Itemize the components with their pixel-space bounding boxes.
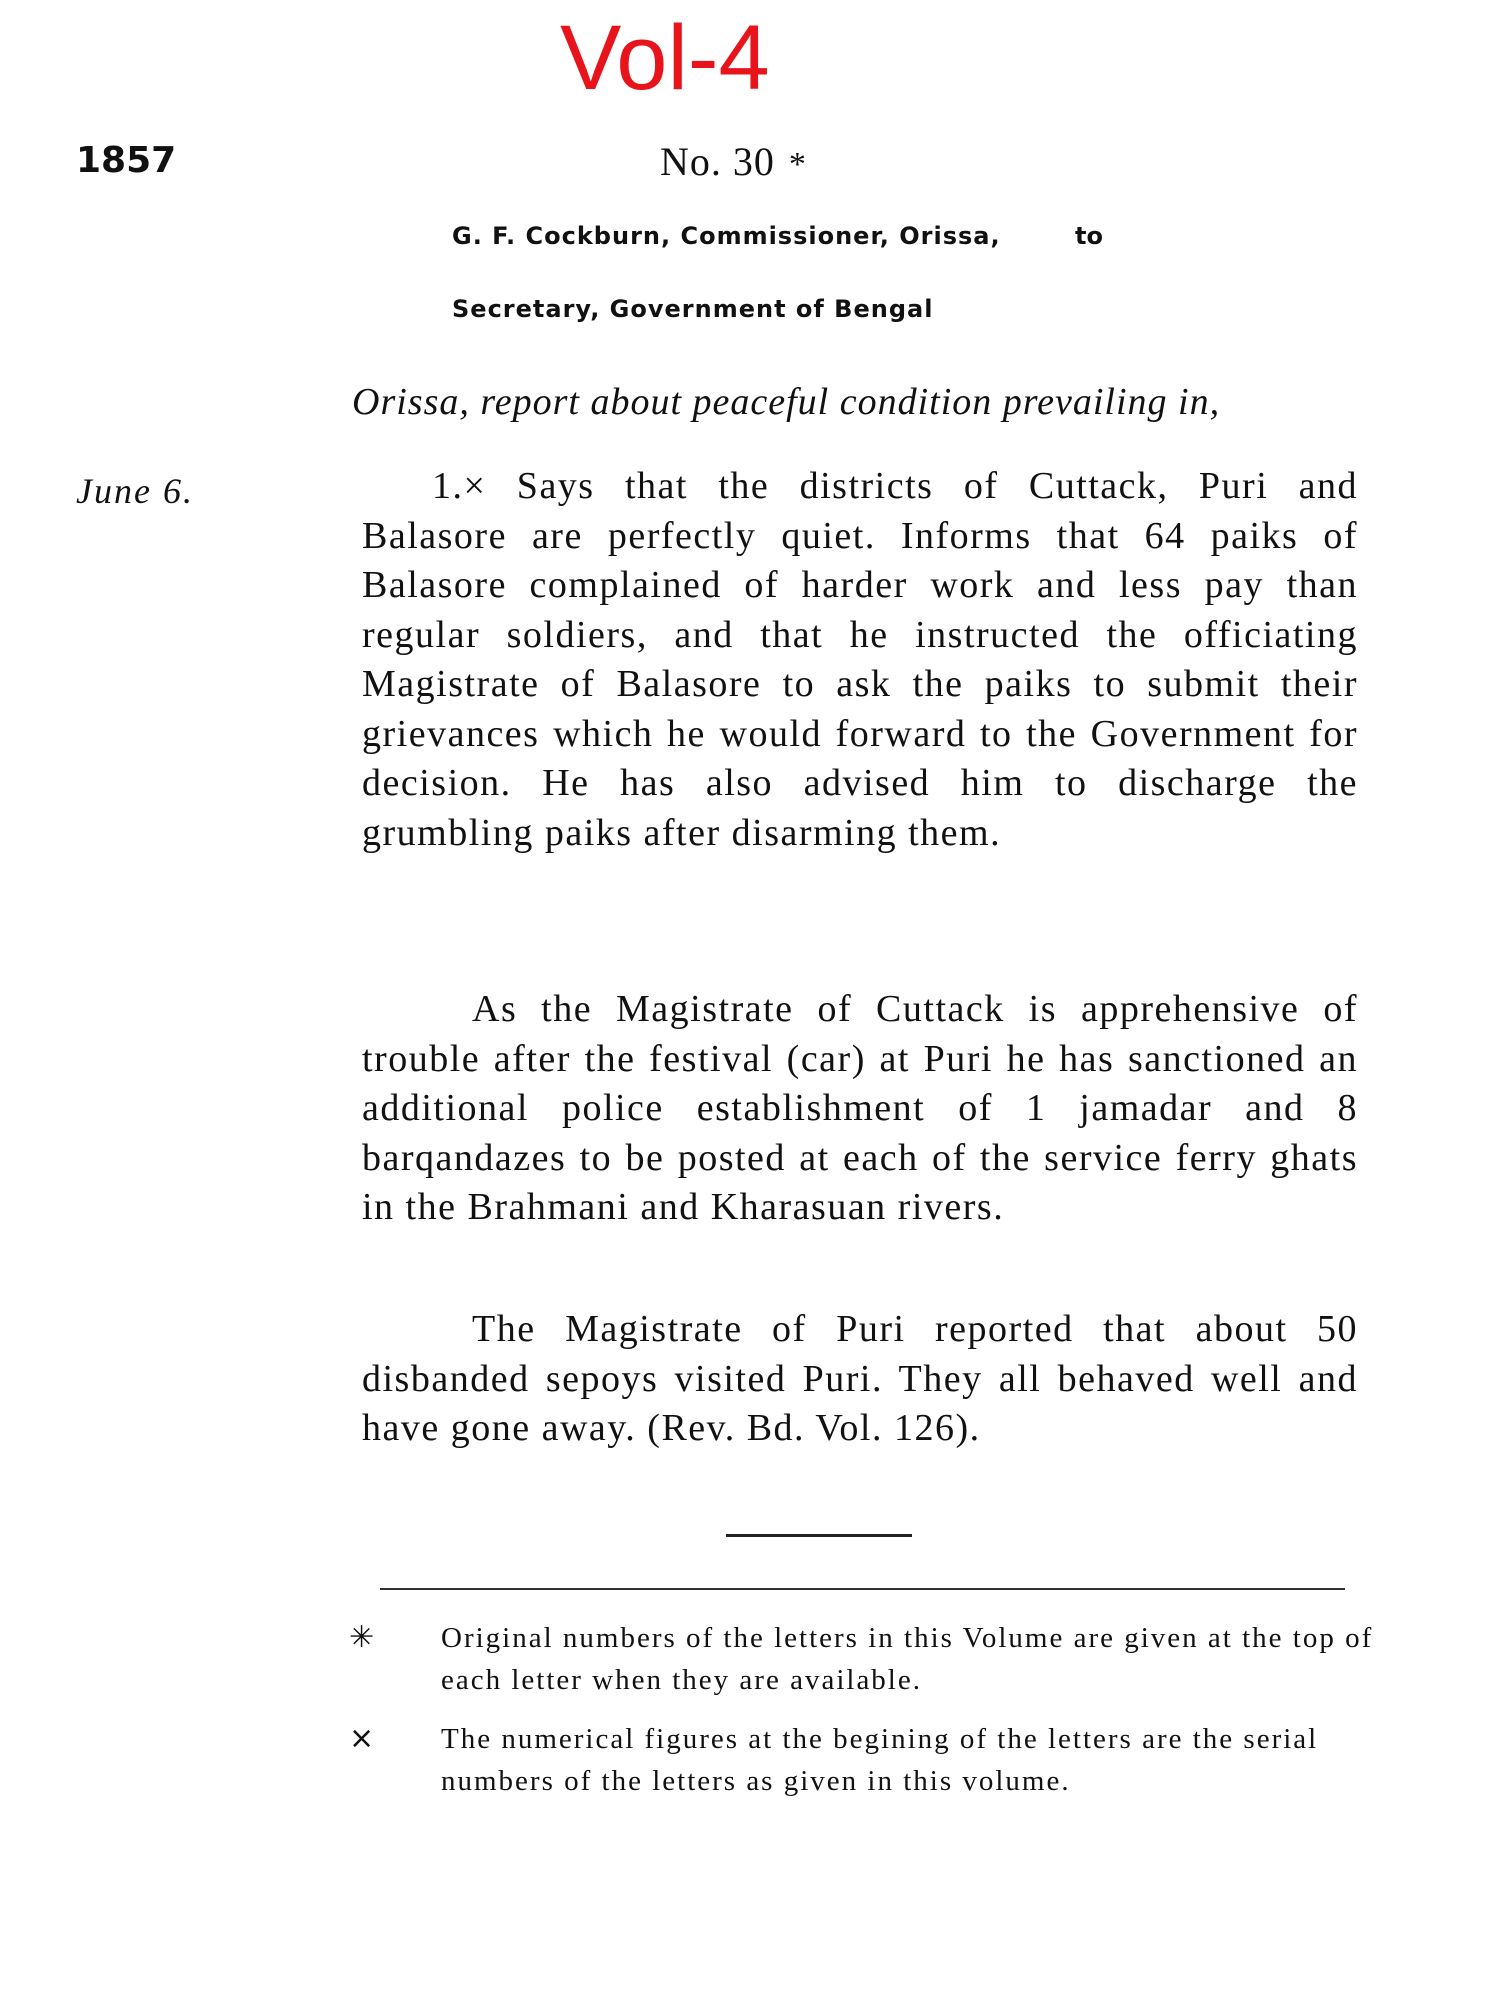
sender-line: G. F. Cockburn, Commissioner, Orissa,	[452, 222, 1001, 250]
margin-date: June 6.	[76, 471, 194, 511]
paragraph-1-text: 1.× Says that the districts of Cuttack, Puri and Balasore are perfectly quiet. Informs that 64 paiks of Balasore complained of harder work and less pay than regular soldiers, and that he instructed the officiating Magistrate of Balasore to ask the paiks to submit their grievances which he would forward to the Government for decision. He has also advised him to discharge the grumbling paiks after disarming them.	[362, 465, 1358, 854]
letter-number	[660, 138, 807, 185]
paragraph-1	[362, 462, 1358, 858]
footnote-2-text: The numerical figures at the begining of the letters are the serial numbers of the letters as given in this volume.	[441, 1723, 1319, 1797]
paragraph-3	[362, 1305, 1358, 1454]
footnote-1-text: Original numbers of the letters in this Volume are given at the top of each letter when they are available.	[441, 1622, 1374, 1696]
letter-number-text: No. 30	[660, 139, 775, 184]
to-label: to	[1075, 222, 1103, 250]
cross-mark-icon: ×	[349, 1721, 377, 1756]
footnote-2	[349, 1718, 1375, 1802]
paragraph-3-text: The Magistrate of Puri reported that about 50 disbanded sepoys visited Puri. They all behaved well and have gone away. (Rev. Bd. Vol. 126).	[362, 1308, 1358, 1449]
short-divider	[726, 1534, 912, 1537]
paragraph-2-text: As the Magistrate of Cuttack is apprehensive of trouble after the festival (car) at Puri he has sanctioned an additional police establishment of 1 jamadar and 8 barqandazes to be posted at each of the service ferry ghats in the Brahmani and Kharasuan rivers.	[362, 988, 1358, 1228]
paragraph-2	[362, 985, 1358, 1233]
asterisk-icon: ✳	[349, 1620, 377, 1655]
asterisk-icon: *	[788, 146, 807, 183]
year-label: 1857	[76, 140, 177, 181]
volume-label: Vol-4	[560, 7, 770, 109]
subject-line: Orissa, report about peaceful condition prevailing in,	[352, 381, 1221, 423]
recipient-line: Secretary, Government of Bengal	[452, 295, 934, 323]
footnote-1	[349, 1617, 1375, 1701]
footnote-divider	[380, 1588, 1345, 1590]
